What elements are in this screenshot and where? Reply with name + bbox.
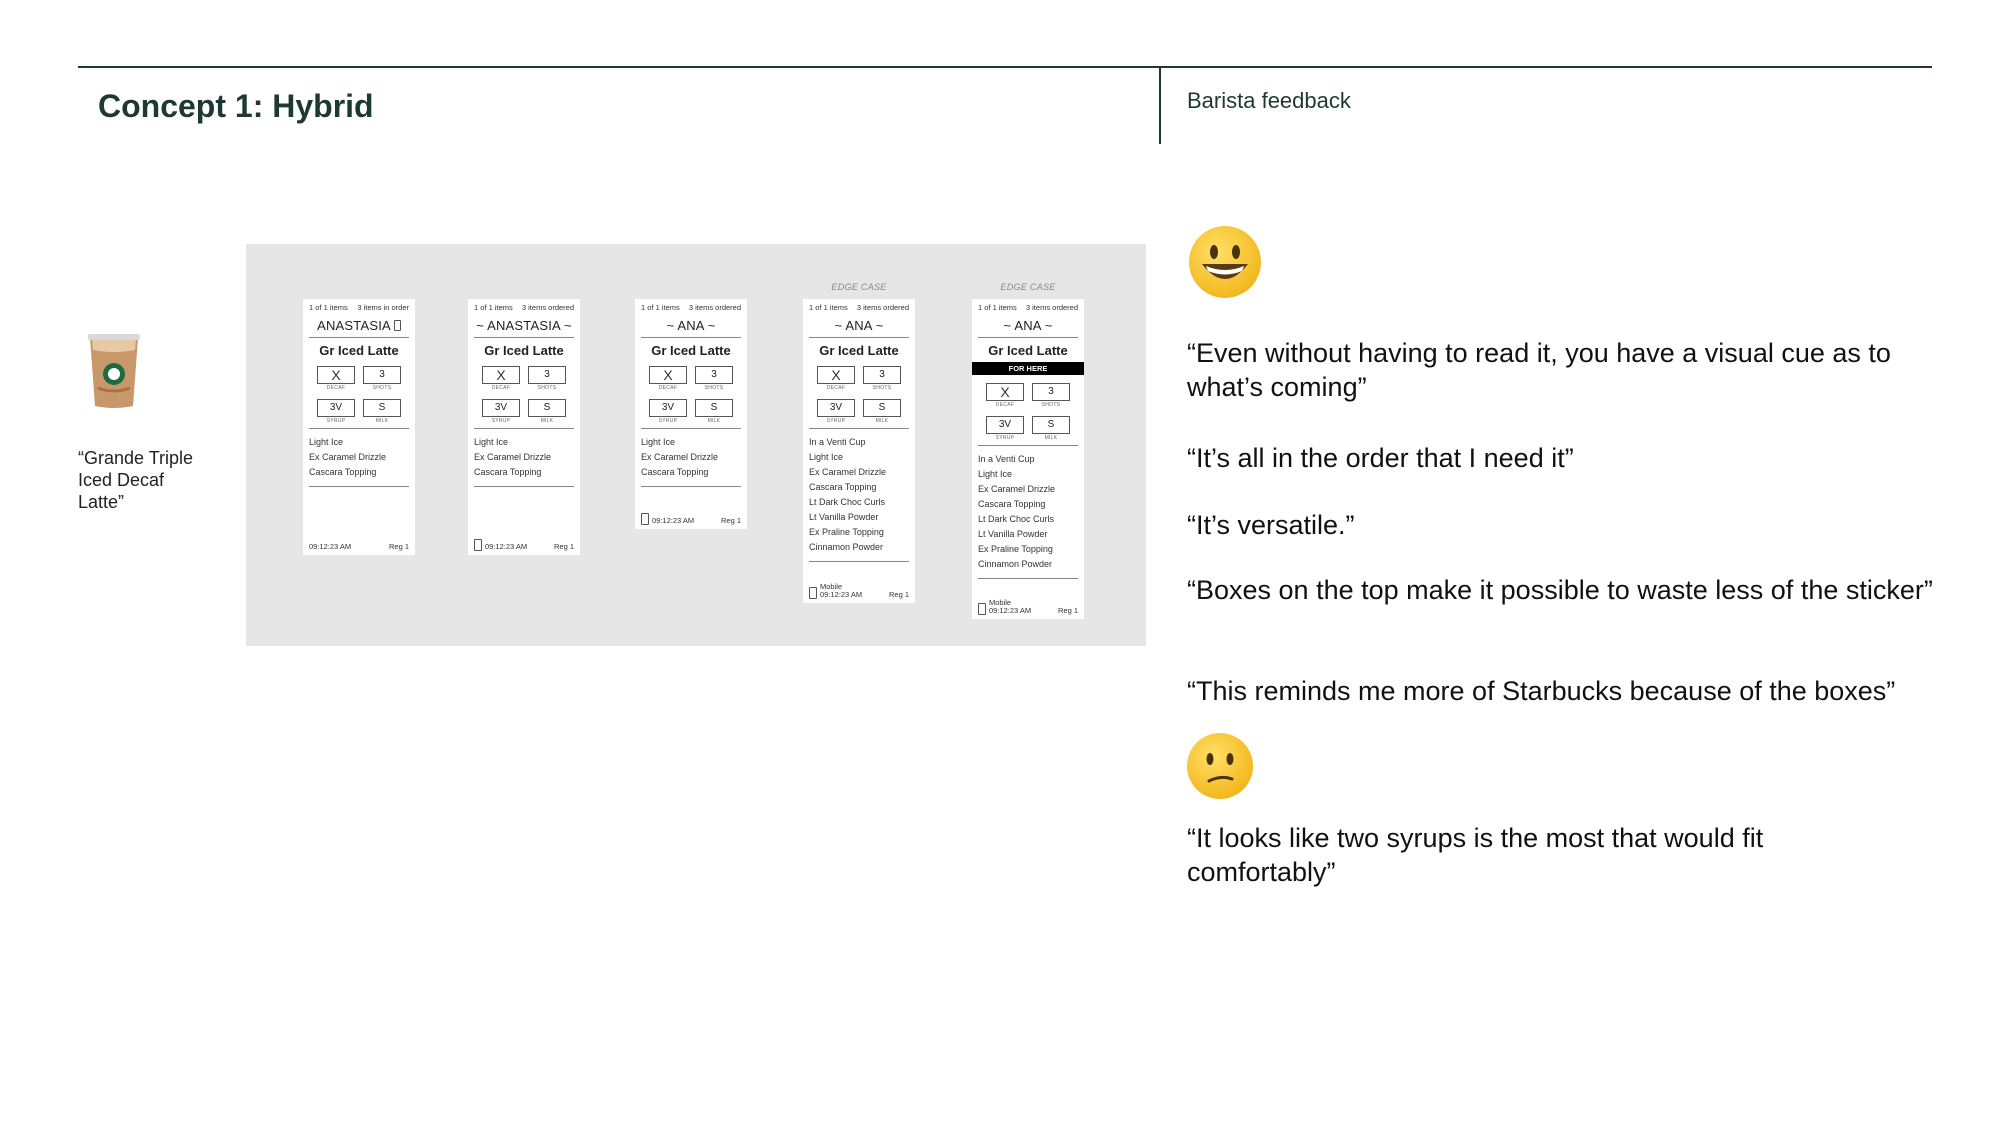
modifier-item: Ex Caramel Drizzle <box>474 452 552 462</box>
option-box <box>482 366 520 391</box>
customer-name: ~ ANA ~ <box>834 318 884 333</box>
option-box <box>986 416 1024 441</box>
box-label: DECAF <box>491 385 511 391</box>
divider <box>309 486 409 487</box>
header-rule <box>78 66 1932 68</box>
phone-icon <box>474 539 482 551</box>
customer-name: ~ ANASTASIA ~ <box>476 318 572 333</box>
customer-name: ~ ANA ~ <box>1003 318 1053 333</box>
modifier-item: Light Ice <box>809 452 844 462</box>
items-ordered: 3 items ordered <box>521 303 574 312</box>
box-value: S <box>1047 419 1055 430</box>
register-label: Reg 1 <box>888 590 909 599</box>
divider <box>978 337 1078 338</box>
divider <box>309 428 409 429</box>
modifier-list <box>468 433 580 482</box>
drink-name: Gr Iced Latte <box>651 343 731 358</box>
drink-sticker <box>803 299 915 603</box>
order-time: 09:12:23 AM <box>989 606 1032 615</box>
box-value: 3V <box>829 402 843 413</box>
modifier-item: Ex Caramel Drizzle <box>641 452 719 462</box>
box-value: 3V <box>661 402 675 413</box>
order-time: 09:12:23 AM <box>820 590 863 599</box>
phone-icon <box>978 603 986 615</box>
register-label: Reg 1 <box>1057 606 1078 615</box>
order-time: 09:12:23 AM <box>652 516 695 525</box>
modifier-list <box>972 450 1084 574</box>
box-label: SYRUP <box>658 418 678 424</box>
register-label: Reg 1 <box>720 516 741 525</box>
option-box <box>817 399 855 424</box>
decaf-x-mark: X <box>663 367 673 383</box>
option-box <box>649 399 687 424</box>
box-label: MILK <box>875 418 889 424</box>
divider <box>474 428 574 429</box>
option-box <box>1032 383 1070 408</box>
box-value: 3V <box>494 402 508 413</box>
option-box <box>986 383 1024 408</box>
divider <box>474 486 574 487</box>
modifier-item: Cinnamon Powder <box>978 559 1053 569</box>
option-box <box>317 399 355 424</box>
box-value: 3 <box>879 369 885 380</box>
decaf-x-mark: X <box>1000 384 1010 400</box>
decaf-x-mark: X <box>331 367 341 383</box>
box-value: 3V <box>329 402 343 413</box>
modifier-list <box>635 433 747 482</box>
box-value: 3 <box>1048 386 1054 397</box>
option-box <box>1032 416 1070 441</box>
order-time: 09:12:23 AM <box>485 542 528 551</box>
item-count: 1 of 1 items <box>978 303 1017 312</box>
modifier-item: Ex Caramel Drizzle <box>978 484 1056 494</box>
positive-quote: “Boxes on the top make it possible to waste less of the sticker” <box>1187 575 1933 605</box>
divider <box>978 578 1078 579</box>
customer-name: ~ ANA ~ <box>666 318 716 333</box>
box-label: SHOTS <box>1041 402 1061 408</box>
sticker-concepts-panel <box>246 244 1146 646</box>
mobile-label: Mobile <box>989 598 1012 607</box>
box-value: S <box>378 402 386 413</box>
drink-name: Gr Iced Latte <box>484 343 564 358</box>
items-ordered: 3 items ordered <box>688 303 741 312</box>
box-value: 3 <box>379 369 385 380</box>
register-label: Reg 1 <box>553 542 574 551</box>
drink-name: Gr Iced Latte <box>819 343 899 358</box>
positive-quote: “Even without having to read it, you have a visual cue as to what’s coming” <box>1187 338 1891 402</box>
drink-sticker <box>468 299 580 555</box>
modifier-item: Lt Dark Choc Curls <box>809 497 886 507</box>
box-label: DECAF <box>826 385 846 391</box>
box-label: MILK <box>707 418 721 424</box>
box-label: SHOTS <box>537 385 557 391</box>
box-label: MILK <box>540 418 554 424</box>
option-box <box>863 399 901 424</box>
divider <box>978 445 1078 446</box>
box-value: S <box>878 402 886 413</box>
positive-quote: “This reminds me more of Starbucks because of the boxes” <box>1187 676 1896 706</box>
modifier-item: Cascara Topping <box>641 467 709 477</box>
for-here-banner: FOR HERE <box>972 362 1084 375</box>
modifier-item: In a Venti Cup <box>978 454 1035 464</box>
option-box <box>528 366 566 391</box>
order-caption: “Grande Triple Iced Decaf Latte” <box>78 448 194 512</box>
modifier-list <box>303 433 415 482</box>
modifier-item: Cascara Topping <box>809 482 877 492</box>
item-count: 1 of 1 items <box>309 303 348 312</box>
customer-name: ANASTASIA <box>317 318 391 333</box>
box-label: DECAF <box>326 385 346 391</box>
modifier-item: Light Ice <box>474 437 509 447</box>
items-ordered: 3 items ordered <box>1025 303 1078 312</box>
option-box <box>363 366 401 391</box>
modifier-item: Light Ice <box>309 437 344 447</box>
section-subtitle: Barista feedback <box>1187 88 1351 113</box>
modifier-item: Ex Caramel Drizzle <box>809 467 887 477</box>
box-label: SHOTS <box>372 385 392 391</box>
modifier-item: Ex Praline Topping <box>978 544 1053 554</box>
divider <box>474 337 574 338</box>
negative-quote: “It looks like two syrups is the most that would fit comfortably” <box>1187 823 1764 887</box>
box-value: 3 <box>544 369 550 380</box>
drink-sticker <box>303 299 415 555</box>
modifier-item: Cascara Topping <box>978 499 1046 509</box>
drink-name: Gr Iced Latte <box>988 343 1068 358</box>
box-value: S <box>710 402 718 413</box>
box-label: SYRUP <box>826 418 846 424</box>
option-box <box>695 366 733 391</box>
box-value: 3V <box>998 419 1012 430</box>
phone-icon <box>641 513 649 525</box>
mobile-label: Mobile <box>820 582 843 591</box>
divider <box>809 428 909 429</box>
register-label: Reg 1 <box>388 542 409 551</box>
phone-icon <box>394 320 401 331</box>
item-count: 1 of 1 items <box>641 303 680 312</box>
modifier-item: Light Ice <box>978 469 1013 479</box>
iced-latte-cup-image <box>84 330 144 410</box>
divider <box>809 337 909 338</box>
box-value: S <box>543 402 551 413</box>
positive-quote: “It’s all in the order that I need it” <box>1187 443 1574 473</box>
divider <box>641 337 741 338</box>
option-box <box>649 366 687 391</box>
modifier-item: Cascara Topping <box>309 467 377 477</box>
option-box <box>317 366 355 391</box>
grinning-face-icon <box>1187 224 1263 300</box>
option-box <box>817 366 855 391</box>
box-label: SYRUP <box>491 418 511 424</box>
box-value: 3 <box>711 369 717 380</box>
option-box <box>695 399 733 424</box>
modifier-item: Lt Vanilla Powder <box>978 529 1048 539</box>
decaf-x-mark: X <box>831 367 841 383</box>
divider <box>309 337 409 338</box>
decaf-x-mark: X <box>496 367 506 383</box>
drink-sticker <box>972 299 1084 619</box>
modifier-item: Cascara Topping <box>474 467 542 477</box>
option-box <box>863 366 901 391</box>
drink-name: Gr Iced Latte <box>319 343 399 358</box>
option-box <box>528 399 566 424</box>
page-title: Concept 1: Hybrid <box>98 88 374 124</box>
confused-face-icon <box>1185 731 1255 801</box>
option-box <box>363 399 401 424</box>
box-label: DECAF <box>658 385 678 391</box>
header-divider <box>1159 66 1161 144</box>
box-label: SHOTS <box>872 385 892 391</box>
divider <box>641 486 741 487</box>
positive-quote: “It’s versatile.” <box>1187 510 1355 540</box>
box-label: SYRUP <box>326 418 346 424</box>
modifier-item: Lt Dark Choc Curls <box>978 514 1055 524</box>
box-label: MILK <box>1044 435 1058 441</box>
box-label: DECAF <box>995 402 1015 408</box>
item-count: 1 of 1 items <box>474 303 513 312</box>
box-label: MILK <box>375 418 389 424</box>
items-ordered: 3 items ordered <box>856 303 909 312</box>
modifier-list <box>803 433 915 557</box>
box-label: SYRUP <box>995 435 1015 441</box>
edge-case-label: EDGE CASE <box>1000 282 1056 292</box>
order-time: 09:12:23 AM <box>309 542 352 551</box>
modifier-item: In a Venti Cup <box>809 437 866 447</box>
modifier-item: Ex Praline Topping <box>809 527 884 537</box>
modifier-item: Cinnamon Powder <box>809 542 884 552</box>
drink-sticker <box>635 299 747 529</box>
edge-case-label: EDGE CASE <box>831 282 887 292</box>
modifier-item: Ex Caramel Drizzle <box>309 452 387 462</box>
phone-icon <box>809 587 817 599</box>
modifier-item: Light Ice <box>641 437 676 447</box>
items-ordered: 3 items in order <box>357 303 409 312</box>
modifier-item: Lt Vanilla Powder <box>809 512 879 522</box>
divider <box>641 428 741 429</box>
divider <box>809 561 909 562</box>
box-label: SHOTS <box>704 385 724 391</box>
item-count: 1 of 1 items <box>809 303 848 312</box>
option-box <box>482 399 520 424</box>
